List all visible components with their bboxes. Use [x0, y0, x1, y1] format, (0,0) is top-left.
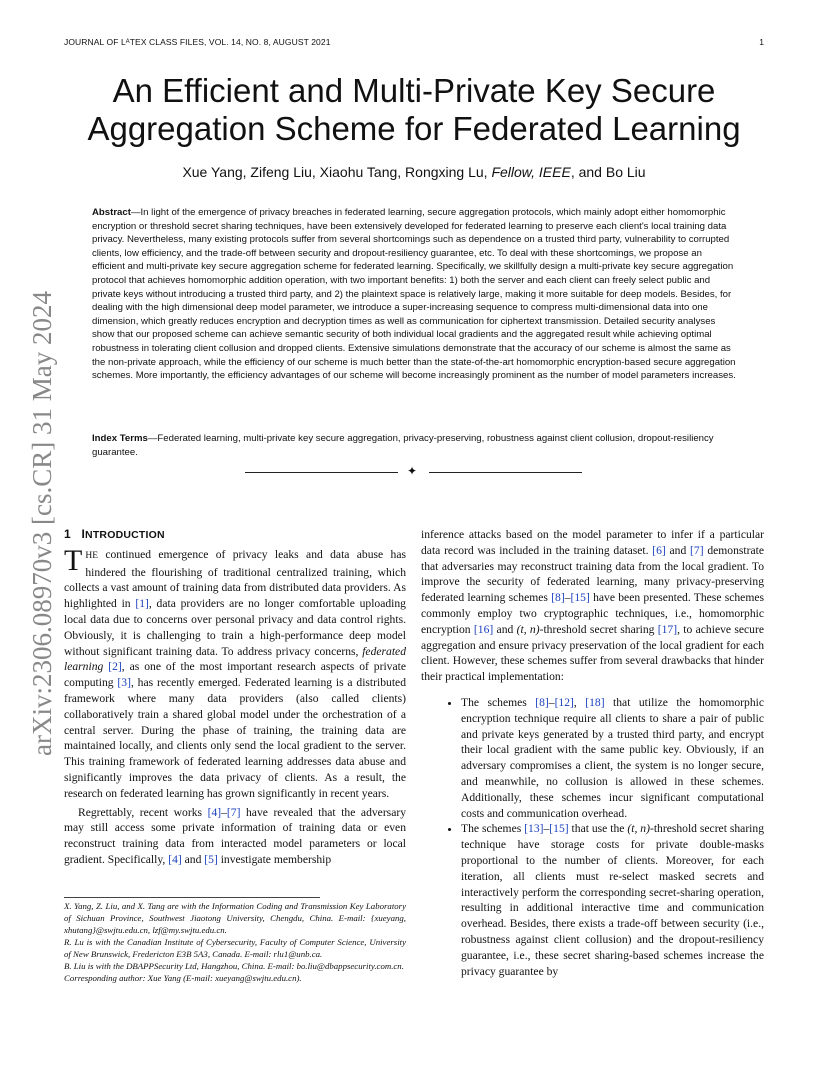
text-run: and: [665, 543, 691, 557]
citation-link[interactable]: [2]: [108, 660, 122, 674]
text-run: inference attacks based on the model parameter to infer if a particular data record was included in the training dataset.: [421, 528, 764, 557]
citation-link[interactable]: [16]: [473, 622, 494, 636]
emphasis-text: federated learning: [64, 644, 406, 674]
author-fellow-title: Fellow, IEEE: [491, 164, 571, 180]
arxiv-identifier-stamp[interactable]: [17, 278, 61, 758]
list-item: [461, 695, 764, 821]
abstract-text: —In light of the emergence of privacy breaches in federated learning, secure aggregation protocols, which mainly adopt either homomorphic encryption or threshold secret sharing techniques, have been extensively developed for federated learning to preserve each client's local training data privacy. Nevertheless, many existing protocols suffer from several shortcomings such as dependence on a trusted third party, vulnerability to corrupted clients, low efficiency, and the trade-off between security and dropout-resiliency guarantee, etc. To deal with these shortcomings, we propose an efficient and multi-private key secure aggregation scheme for federated learning. Specifically, we skillfully design a multi-private key secure aggregation protocol that achieves homomorphic addition operation, with two important benefits: 1) both the server and each client can freely select public and private keys without introducing a trusted third party, and 2) the plaintext space is relatively large, making it more suitable for deep models. Besides, for dealing with the high dimensional deep model parameter, we introduce a super-increasing sequence to compress multi-dimensional data into one dimension, which greatly reduces encryption and decryption times as well as communication for ciphertext transmission. Detailed security analyses show that our proposed scheme can achieve semantic security of both individual local gradients and the aggregated result while achieving optimal robustness in tolerating client collusion and dropped clients. Extensive simulations demonstrate that the accuracy of our scheme is almost the same as the non-private approach, while the efficiency of our scheme is much better than the state-of-the-art homomorphic encryption-based secure aggregation schemes. More importantly, the efficiency advantages of our scheme will become increasingly prominent as the number of model parameters increases.: [92, 207, 736, 382]
math-expression: (t, n): [627, 822, 650, 836]
dropcap-letter: T: [64, 543, 83, 577]
section-title-rest: NTRODUCTION: [85, 529, 165, 541]
intro-paragraph-2: [64, 805, 406, 868]
citation-link[interactable]: [5]: [204, 852, 218, 866]
intro-paragraph-1: [64, 543, 406, 802]
citation-link[interactable]: [18]: [585, 695, 605, 709]
arxiv-identifier-text: arXiv:2306.08970v3 [cs.CR] 31 May 2024: [27, 291, 57, 756]
page-number: 1: [759, 37, 764, 47]
text-run: and: [493, 622, 517, 636]
text-run: that utilize the homomorphic encryption technique require all clients to share a pair of public and private keys generated by a trusted third party, and encrypt their local gradient with the same public key. Obviously, if an adversary compromises a client, the system is no longer secure, and meanwhile, no collusion is allowed in these schemes. Additionally, these schemes incur significant computational costs and communication overhead.: [461, 695, 764, 820]
citation-link[interactable]: [4]: [168, 852, 182, 866]
text-run: continued emergence of privacy leaks and data abuse has hindered the flourishing of traditional centralized training, which collects a vast amount of training data from distributed data providers. As highlighted in: [64, 547, 406, 611]
text-run: -threshold secret sharing: [539, 622, 658, 636]
citation-link[interactable]: [3]: [117, 676, 131, 690]
citation-link[interactable]: [1]: [135, 597, 149, 611]
citation-link[interactable]: [17]: [657, 622, 678, 636]
abstract-label: Abstract: [92, 207, 131, 218]
text-run: , as one of the most important research aspects of private computing: [64, 660, 406, 690]
index-terms-text: —Federated learning, multi-private key secure aggregation, privacy-preserving, robustness against client collusion, dropout-resiliency guarantee.: [92, 433, 714, 458]
section-title-initial: I: [81, 527, 86, 541]
footnote-affiliation: R. Lu is with the Canadian Institute of Cybersecurity, Faculty of Computer Science, University of New Brunswick, Fredericton E3B 5A3, Canada. E-mail: rlu1@unb.ca.: [64, 937, 406, 959]
text-run: -threshold secret sharing technique have storage costs for private double-masks proportional to the number of clients. Moreover, for each iteration, all clients must re-select masked secrets and interactively perform the corresponding secret-sharing operation, resulting in additional interactive time and communication overhead. Besides, there exists a trade-off between security (i.e., robustness against client collusion) and the dropout-resiliency guarantee, i.e., these secret sharing-based schemes increase the privacy guarantee by: [461, 822, 764, 978]
text-run: –: [548, 695, 555, 709]
text-run: –: [543, 822, 550, 836]
citation-link[interactable]: [15]: [549, 822, 569, 836]
footnote-corresponding-author: Corresponding author: Xue Yang (E-mail: xueyang@swjtu.edu.cn).: [64, 973, 302, 983]
separator-rule-right: [429, 472, 582, 473]
index-terms-label: Index Terms: [92, 433, 148, 444]
running-head: JOURNAL OF LᴬTEX CLASS FILES, VOL. 14, NO. 8, AUGUST 2021: [64, 37, 331, 47]
text-run: have revealed that the adversary may still access some private information of training data or even reconstruct training data from interacted model parameters or local gradient. Specifically,: [64, 805, 406, 866]
left-column: [64, 527, 406, 868]
text-run: demonstrate that adversaries may reconstruct training data from the local gradient. To improve the security of federated learning, many privacy-preserving federated learning schemes: [421, 543, 764, 605]
section-heading: [64, 527, 406, 544]
text-run: , to achieve secure aggregation and ensure privacy preservation of the local gradient for each client. However, these schemes suffer from several drawbacks that hinder their practical implementation:: [421, 622, 764, 684]
right-column: [421, 527, 764, 979]
text-run: Regrettably, recent works: [78, 805, 208, 819]
separator-rule-left: [245, 472, 398, 473]
author-list: [64, 164, 764, 180]
text-run: have been presented. These schemes commonly employ two cryptographic techniques, i.e., homomorphic encryption: [421, 591, 765, 636]
dropcap-smallcaps: HE: [85, 550, 98, 561]
abstract: [92, 206, 736, 383]
citation-link[interactable]: [7]: [226, 805, 241, 819]
separator-star-icon: ✦: [407, 464, 418, 478]
text-run: , data providers are no longer comfortable uploading local data due to concerns over personal privacy and data control rights. Obviously, it is challenging to train a high-performance deep model without significant training data. To address privacy concerns,: [64, 597, 406, 658]
footnote-affiliation: X. Yang, Z. Liu, and X. Tang are with the Information Coding and Transmission Key Laboratory of Sichuan Province, Southwest Jiaotong University, Chengdu, China. E-mail: {xueyang, xhutang}@swjtu.edu.cn, lzf@my.swjtu.edu.cn.: [64, 901, 406, 935]
drawback-list: [421, 695, 764, 979]
citation-link[interactable]: [15]: [570, 591, 590, 605]
citation-link[interactable]: [8]: [551, 591, 565, 605]
paper-title: An Efficient and Multi-Private Key Secure Aggregation Scheme for Federated Learning: [87, 72, 741, 147]
intro-paragraph-3: [421, 527, 764, 685]
text-run: ,: [573, 695, 586, 709]
citation-link[interactable]: [8]: [535, 695, 549, 709]
text-run: that use the: [568, 822, 628, 836]
text-run: The schemes: [461, 695, 536, 709]
text-run: investigate membership: [217, 852, 332, 866]
text-run: –: [221, 805, 227, 819]
citation-link[interactable]: [4]: [207, 805, 222, 819]
author-names-last: , and Bo Liu: [570, 164, 646, 180]
citation-link[interactable]: [7]: [690, 543, 704, 557]
footnote-affiliation: B. Liu is with the DBAPPSecurity Ltd, Hangzhou, China. E-mail: bo.liu@dbappsecurity.com.cn.: [64, 961, 404, 971]
math-expression: (t, n): [516, 622, 540, 636]
text-run: –: [564, 591, 571, 605]
footnote-rule: [64, 897, 320, 898]
citation-link[interactable]: [13]: [524, 822, 544, 836]
text-run: , has recently emerged. Federated learning is a distributed framework where many data providers (also called clients) collaboratively train a shared global model under the orchestration of a central server. During the phase of training, the training data are maintained locally, and clients only send the local gradient to the server. This training framework of federated learning addresses data abuse and significantly improves the data privacy of clients. As a result, the research on federated learning has grown significantly in recent years.: [64, 676, 406, 800]
footnotes: [64, 900, 406, 984]
text-run: and: [181, 852, 205, 866]
list-item: [461, 821, 764, 979]
citation-link[interactable]: [6]: [652, 543, 666, 557]
citation-link[interactable]: [12]: [554, 695, 574, 709]
index-terms: [92, 432, 736, 459]
section-number: 1: [64, 527, 71, 541]
author-names: Xue Yang, Zifeng Liu, Xiaohu Tang, Rongxing Lu,: [182, 164, 488, 180]
text-run: The schemes: [461, 822, 525, 836]
